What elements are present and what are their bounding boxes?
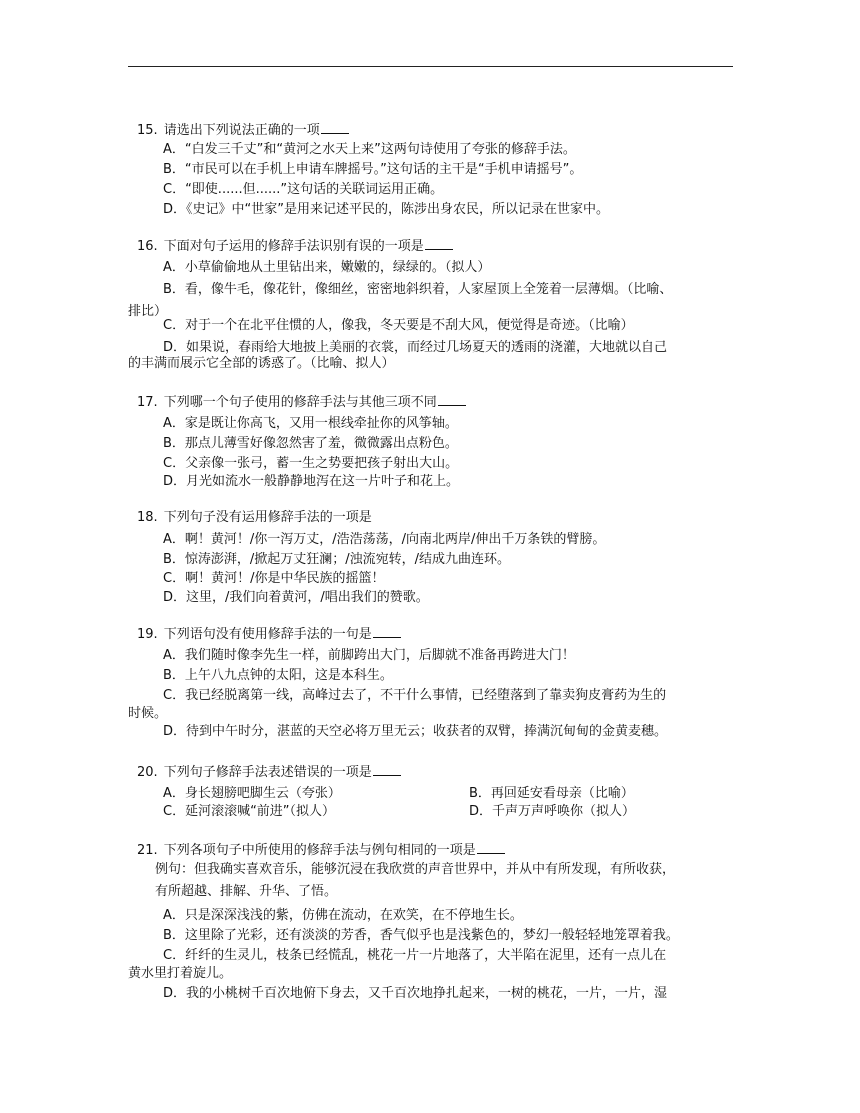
option-c: C．纤纤的生灵儿，枝条已经慌乱，桃花一片一片地落了，大半陷在泥里，还有一点儿在 — [163, 948, 667, 963]
option-c-continued: 黄水里打着旋儿。 — [128, 966, 233, 981]
option-d: D．《史记》中“世家”是用来记述平民的，陈涉出身农民，所以记录在世家中。 — [163, 202, 609, 217]
question-stem: 16. 下面对句子运用的修辞手法识别有误的一项是 — [137, 236, 453, 255]
option-d-continued: 的丰满而展示它全部的诱惑了。（比喻、拟人） — [128, 356, 395, 371]
option-d: D．我的小桃树千百次地俯下身去，又千百次地挣扎起来，一树的桃花，一片，一片，湿 — [163, 986, 668, 1001]
option-a: A．“白发三千丈”和“黄河之水天上来”这两句诗使用了夸张的修辞手法。 — [163, 142, 576, 157]
question-stem: 21. 下列各项句子中所使用的修辞手法与例句相同的一项是 — [137, 840, 505, 859]
question-stem: 18. 下列句子没有运用修辞手法的一项是 — [137, 510, 372, 525]
option-c: C．延河滚滚喊“前进”（拟人） — [163, 804, 336, 819]
answer-blank — [373, 762, 401, 776]
option-d: D．月光如流水一般静静地泻在这一片叶子和花上。 — [163, 474, 460, 489]
option-c: C．“即使......但......”这句话的关联词运用正确。 — [163, 182, 444, 197]
option-b: B．惊涛澎湃，/掀起万丈狂澜；/浊流宛转，/结成九曲连环。 — [163, 552, 511, 567]
option-d: D．待到中午时分，湛蓝的天空必将万里无云；收获者的双臂，捧满沉甸甸的金黄麦穗。 — [163, 724, 668, 739]
answer-blank — [438, 392, 466, 406]
answer-blank — [321, 120, 349, 134]
option-b: B．上午八九点钟的太阳，这是本科生。 — [163, 668, 393, 683]
option-a: A．只是深深浅浅的紫，仿佛在流动，在欢笑，在不停地生长。 — [163, 908, 523, 923]
example-sentence-continued: 有所超越、排解、升华、了悟。 — [155, 884, 338, 899]
option-d: D．如果说，春雨给大地披上美丽的衣裳，而经过几场夏天的透雨的浇灌，大地就以自己 — [163, 340, 668, 355]
answer-blank — [373, 624, 401, 638]
option-a: A．小草偷偷地从土里钻出来，嫩嫩的，绿绿的。（拟人） — [163, 260, 491, 275]
header-rule — [128, 66, 733, 67]
option-a: A．啊！黄河！/你一泻万丈，/浩浩荡荡，/向南北两岸/伸出千万条铁的臂膀。 — [163, 532, 606, 547]
question-stem: 17. 下列哪一个句子使用的修辞手法与其他三项不同 — [137, 392, 466, 411]
answer-blank — [477, 840, 505, 854]
option-a: A．身长翅膀吧脚生云（夸张） — [163, 786, 341, 801]
option-b: B．再回延安看母亲（比喻） — [469, 786, 634, 801]
option-b: B．看，像牛毛，像花针，像细丝，密密地斜织着，人家屋顶上全笼着一层薄烟。（比喻、 — [163, 282, 673, 297]
option-d: D．这里，/我们向着黄河，/唱出我们的赞歌。 — [163, 590, 429, 605]
option-c: C．父亲像一张弓，蓄一生之势要把孩子射出大山。 — [163, 456, 459, 471]
option-b-continued: 排比） — [128, 304, 168, 319]
option-a: A．家是既让你高飞，又用一根线牵扯你的风筝轴。 — [163, 416, 458, 431]
question-stem: 20. 下列句子修辞手法表述错误的一项是 — [137, 762, 401, 781]
option-c: C．啊！黄河！/你是中华民族的摇篮！ — [163, 571, 385, 586]
option-d: D．千声万声呼唤你（拟人） — [469, 804, 636, 819]
option-b: B．这里除了光彩，还有淡淡的芳香，香气似乎也是浅紫色的，梦幻一般轻轻地笼罩着我。 — [163, 928, 679, 943]
question-stem: 19. 下列语句没有使用修辞手法的一句是 — [137, 624, 401, 643]
option-c-continued: 时候。 — [128, 706, 168, 721]
question-stem: 15. 请选出下列说法正确的一项 — [137, 120, 349, 139]
option-b: B．“市民可以在手机上申请车牌摇号。”这句话的主干是“手机申请摇号”。 — [163, 162, 583, 177]
option-a: A．我们随时像李先生一样，前脚跨出大门，后脚就不准备再跨进大门！ — [163, 648, 575, 663]
answer-blank — [425, 236, 453, 250]
example-sentence: 例句：但我确实喜欢音乐，能够沉浸在我欣赏的声音世界中，并从中有所发现，有所收获， — [155, 862, 676, 877]
option-b: B．那点儿薄雪好像忽然害了羞，微微露出点粉色。 — [163, 436, 458, 451]
option-c: C．对于一个在北平住惯的人，像我，冬天要是不刮大风，便觉得是奇迹。（比喻） — [163, 318, 634, 333]
option-c: C．我已经脱离第一线，高峰过去了，不干什么事情，已经堕落到了靠卖狗皮膏药为生的 — [163, 688, 667, 703]
